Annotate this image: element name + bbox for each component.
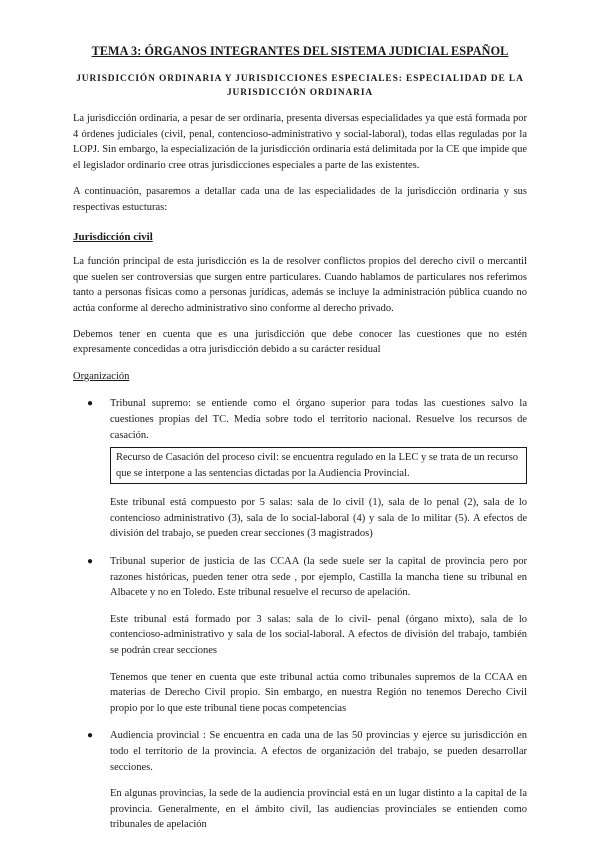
list-item-text: Tribunal supremo: se entiende como el órgano superior para todas las cuestiones salvo la cuestiones propias del TC. Media sobre todo el territorio nacional. Resuelve los recursos de casación. — [110, 398, 527, 441]
civil-paragraph-2: Debemos tener en cuenta que es una jurisdicción que debe conocer las cuestiones que no estén expresamente concedidas a otra jurisdicción debido a su carácter residual — [73, 328, 527, 356]
bullet-icon: ● — [87, 556, 94, 568]
bullet-icon: ● — [87, 730, 94, 742]
list-item-detail: Tenemos que tener en cuenta que este tribunal actúa como tribunales supremos de la CCAA en materias de Derecho Civil propio. Sin embargo, en nuestra Región no tenemos Derecho Civil propio por lo que este tribunal tiene pocas competencias — [110, 671, 527, 714]
list-item-text: Audiencia provincial : Se encuentra en cada una de las 50 provincias y ejerce su jurisdicción en todo el territorio de la provincia. A efectos de organización del trabajo, se pueden desarrollar secciones. — [110, 730, 527, 773]
recurso-casacion-box: Recurso de Casación del proceso civil: se encuentra regulado en la LEC y se trata de un recurso que se interpone a las sentencias dictadas por la Audiencia Provincial. — [110, 447, 527, 484]
document-page — [73, 44, 527, 833]
organization-list — [73, 396, 527, 833]
list-item-tribunal-supremo — [73, 396, 527, 542]
civil-paragraph-1: La función principal de esta jurisdicción es la de resolver conflictos propios del derecho civil o mercantil que suelen ser controversias que surgen entre particulares. Cuando hablamos de particulares nos referimos tanto a personas físicas como a personas jurídicas, además se incluye la administración pública cuando no actúa conforme al derecho administrativo sino conforme al derecho privado. — [73, 256, 527, 314]
bullet-icon: ● — [87, 398, 94, 410]
document-subtitle: JURISDICCIÓN ORDINARIA Y JURISDICCIONES ESPECIALES: ESPECIALIDAD DE LA JURISDICCIÓN ORDINARIA — [76, 74, 524, 98]
list-item-tribunal-superior — [73, 554, 527, 716]
document-title: TEMA 3: ÓRGANOS INTEGRANTES DEL SISTEMA JUDICIAL ESPAÑOL — [91, 44, 509, 58]
list-item-text: Tribunal superior de justicia de las CCAA (la sede suele ser la capital de provincia pero por razones históricas, pueden tener otra sede , por ejemplo, Castilla la mancha tiene su tribunal en Albacete y no en Toledo. Este tribunal resuelve el recurso de apelación. — [110, 556, 527, 599]
list-item-detail: Este tribunal está compuesto por 5 salas: sala de lo civil (1), sala de lo penal (2), sala de lo contencioso administrativo (3), sala de lo social-laboral (4) y sala de lo militar (5). A efectos de división del trabajo, se pueden crear secciones (3 magistrados) — [110, 497, 527, 540]
list-item-detail: Este tribunal está formado por 3 salas: sala de lo civil- penal (órgano mixto), sala de lo contencioso-administrativo y sala de los social-laboral. A efectos de división del trabajo, también se podrán crear secciones — [110, 613, 527, 657]
section-heading-organizacion: Organización — [73, 370, 130, 382]
list-item-audiencia-provincial — [73, 728, 527, 833]
section-heading-civil: Jurisdicción civil — [73, 230, 153, 243]
list-item-detail: En algunas provincias, la sede de la audiencia provincial está en un lugar distinto a la capital de la provincia. Generalmente, en el ámbito civil, las audiencias provinciales se entienden como tribunales de apelación — [110, 788, 527, 831]
intro-paragraph-1: La jurisdicción ordinaria, a pesar de ser ordinaria, presenta diversas especialidades ya que está formada por 4 órdenes judiciales (civil, penal, contencioso-administrativo y social-laboral), todas ellas reguladas por la LOPJ. Sin embargo, la especialización de la jurisdicción ordinaria está delimitada por la CE que impide que el legislador ordinario cree otras jurisdicciones especiales a parte de las existentes. — [73, 113, 527, 171]
intro-paragraph-2: A continuación, pasaremos a detallar cada una de las especialidades de la jurisdicción ordinaria y sus respectivas estucturas: — [73, 186, 527, 213]
